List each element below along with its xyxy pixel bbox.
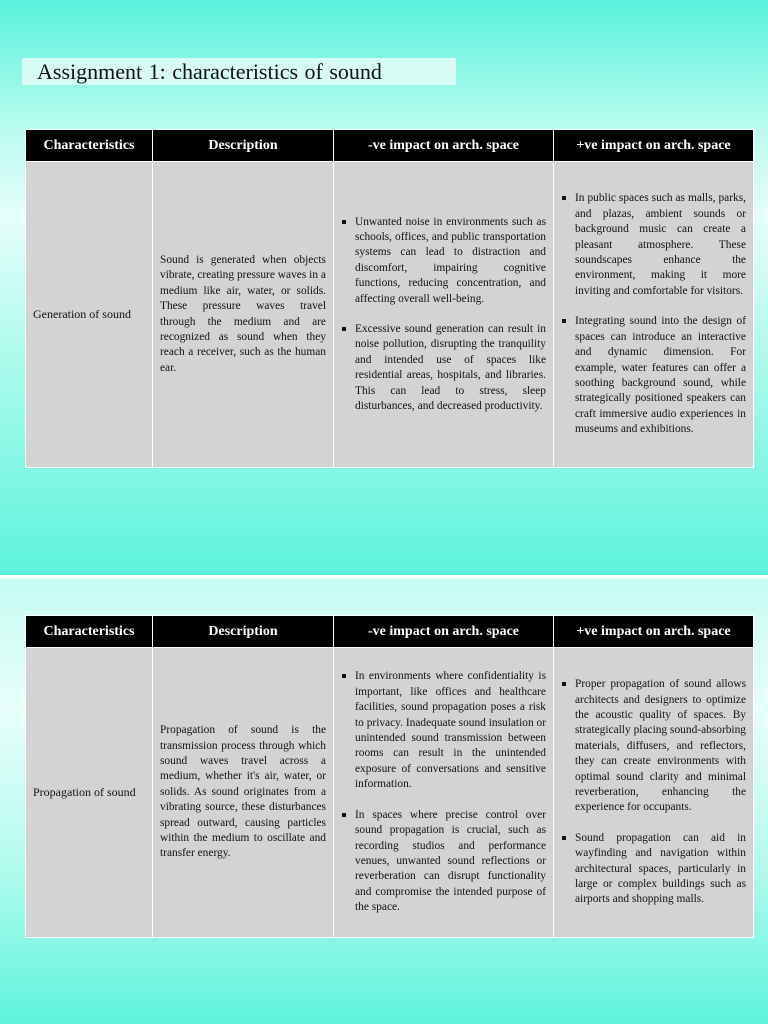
list-item: In spaces where precise control over sound propagation is crucial, such as recording studios and performance venues, unwanted sound reflections or reverberation can disrupt functionality and compromise the intended purpose of the space.: [341, 808, 546, 916]
list-item: In environments where confidentiality is important, like offices and healthcare facilities, sound propagation poses a risk to privacy. Inadequate sound insulation or unintended sound transmission between rooms can result in the unintended exposure of conversations and sensitive information.: [341, 669, 546, 792]
header-positive-impact: +ve impact on arch. space: [554, 130, 754, 162]
header-description: Description: [153, 616, 334, 648]
characteristics-table-2: [25, 615, 754, 938]
table-row: [26, 162, 754, 468]
header-negative-impact: -ve impact on arch. space: [334, 130, 554, 162]
slide-2: [0, 575, 768, 1024]
list-item: Proper propagation of sound allows architects and designers to optimize the acoustic quality of spaces. By strategically placing sound-absorbing materials, diffusers, and reflectors, they can create environments with optimal sound clarity and minimal reverberation, enhancing the experience for occupants.: [561, 677, 746, 816]
table-header-row: [26, 616, 754, 648]
positive-impact-cell: [554, 648, 754, 938]
characteristic-cell: Propagation of sound: [26, 648, 153, 938]
negative-impact-cell: [334, 648, 554, 938]
header-characteristics: Characteristics: [26, 616, 153, 648]
description-cell: Propagation of sound is the transmission process through which sound waves travel across a medium, whether it's air, water, or solids. As sound originates from a vibrating source, these disturbances spread outward, causing particles within the medium to oscillate and transfer energy.: [153, 648, 334, 938]
list-item: Integrating sound into the design of spaces can introduce an interactive and dynamic dimension. For example, water features can offer a soothing background sound, while strategically positioned speakers can craft immersive audio experiences in museums and exhibitions.: [561, 314, 746, 437]
header-negative-impact: -ve impact on arch. space: [334, 616, 554, 648]
list-item: Unwanted noise in environments such as schools, offices, and public transportation systems can lead to distraction and discomfort, impairing cognitive functions, reducing concentration, and affecting overall well-being.: [341, 215, 546, 307]
description-cell: Sound is generated when objects vibrate, creating pressure waves in a medium like air, water, or solids. These pressure waves travel through the medium and are recognized as sound when they reach a receiver, such as the human ear.: [153, 162, 334, 468]
header-characteristics: Characteristics: [26, 130, 153, 162]
positive-impact-cell: [554, 162, 754, 468]
list-item: In public spaces such as malls, parks, and plazas, ambient sounds or background music can create a pleasant atmosphere. These soundscapes enhance the environment, making it more inviting and comfortable for visitors.: [561, 191, 746, 299]
list-item: Sound propagation can aid in wayfinding and navigation within architectural spaces, particularly in large or complex buildings such as airports and shopping malls.: [561, 831, 746, 908]
header-description: Description: [153, 130, 334, 162]
characteristics-table-1: [25, 129, 754, 468]
negative-impact-cell: [334, 162, 554, 468]
characteristic-cell: Generation of sound: [26, 162, 153, 468]
table-header-row: [26, 130, 754, 162]
table-row: [26, 648, 754, 938]
header-positive-impact: +ve impact on arch. space: [554, 616, 754, 648]
list-item: Excessive sound generation can result in noise pollution, disrupting the tranquility and intended use of spaces like residential areas, hospitals, and libraries. This can lead to stress, sleep disturbances, and decreased productivity.: [341, 322, 546, 414]
page-title: Assignment 1: characteristics of sound: [37, 59, 382, 84]
